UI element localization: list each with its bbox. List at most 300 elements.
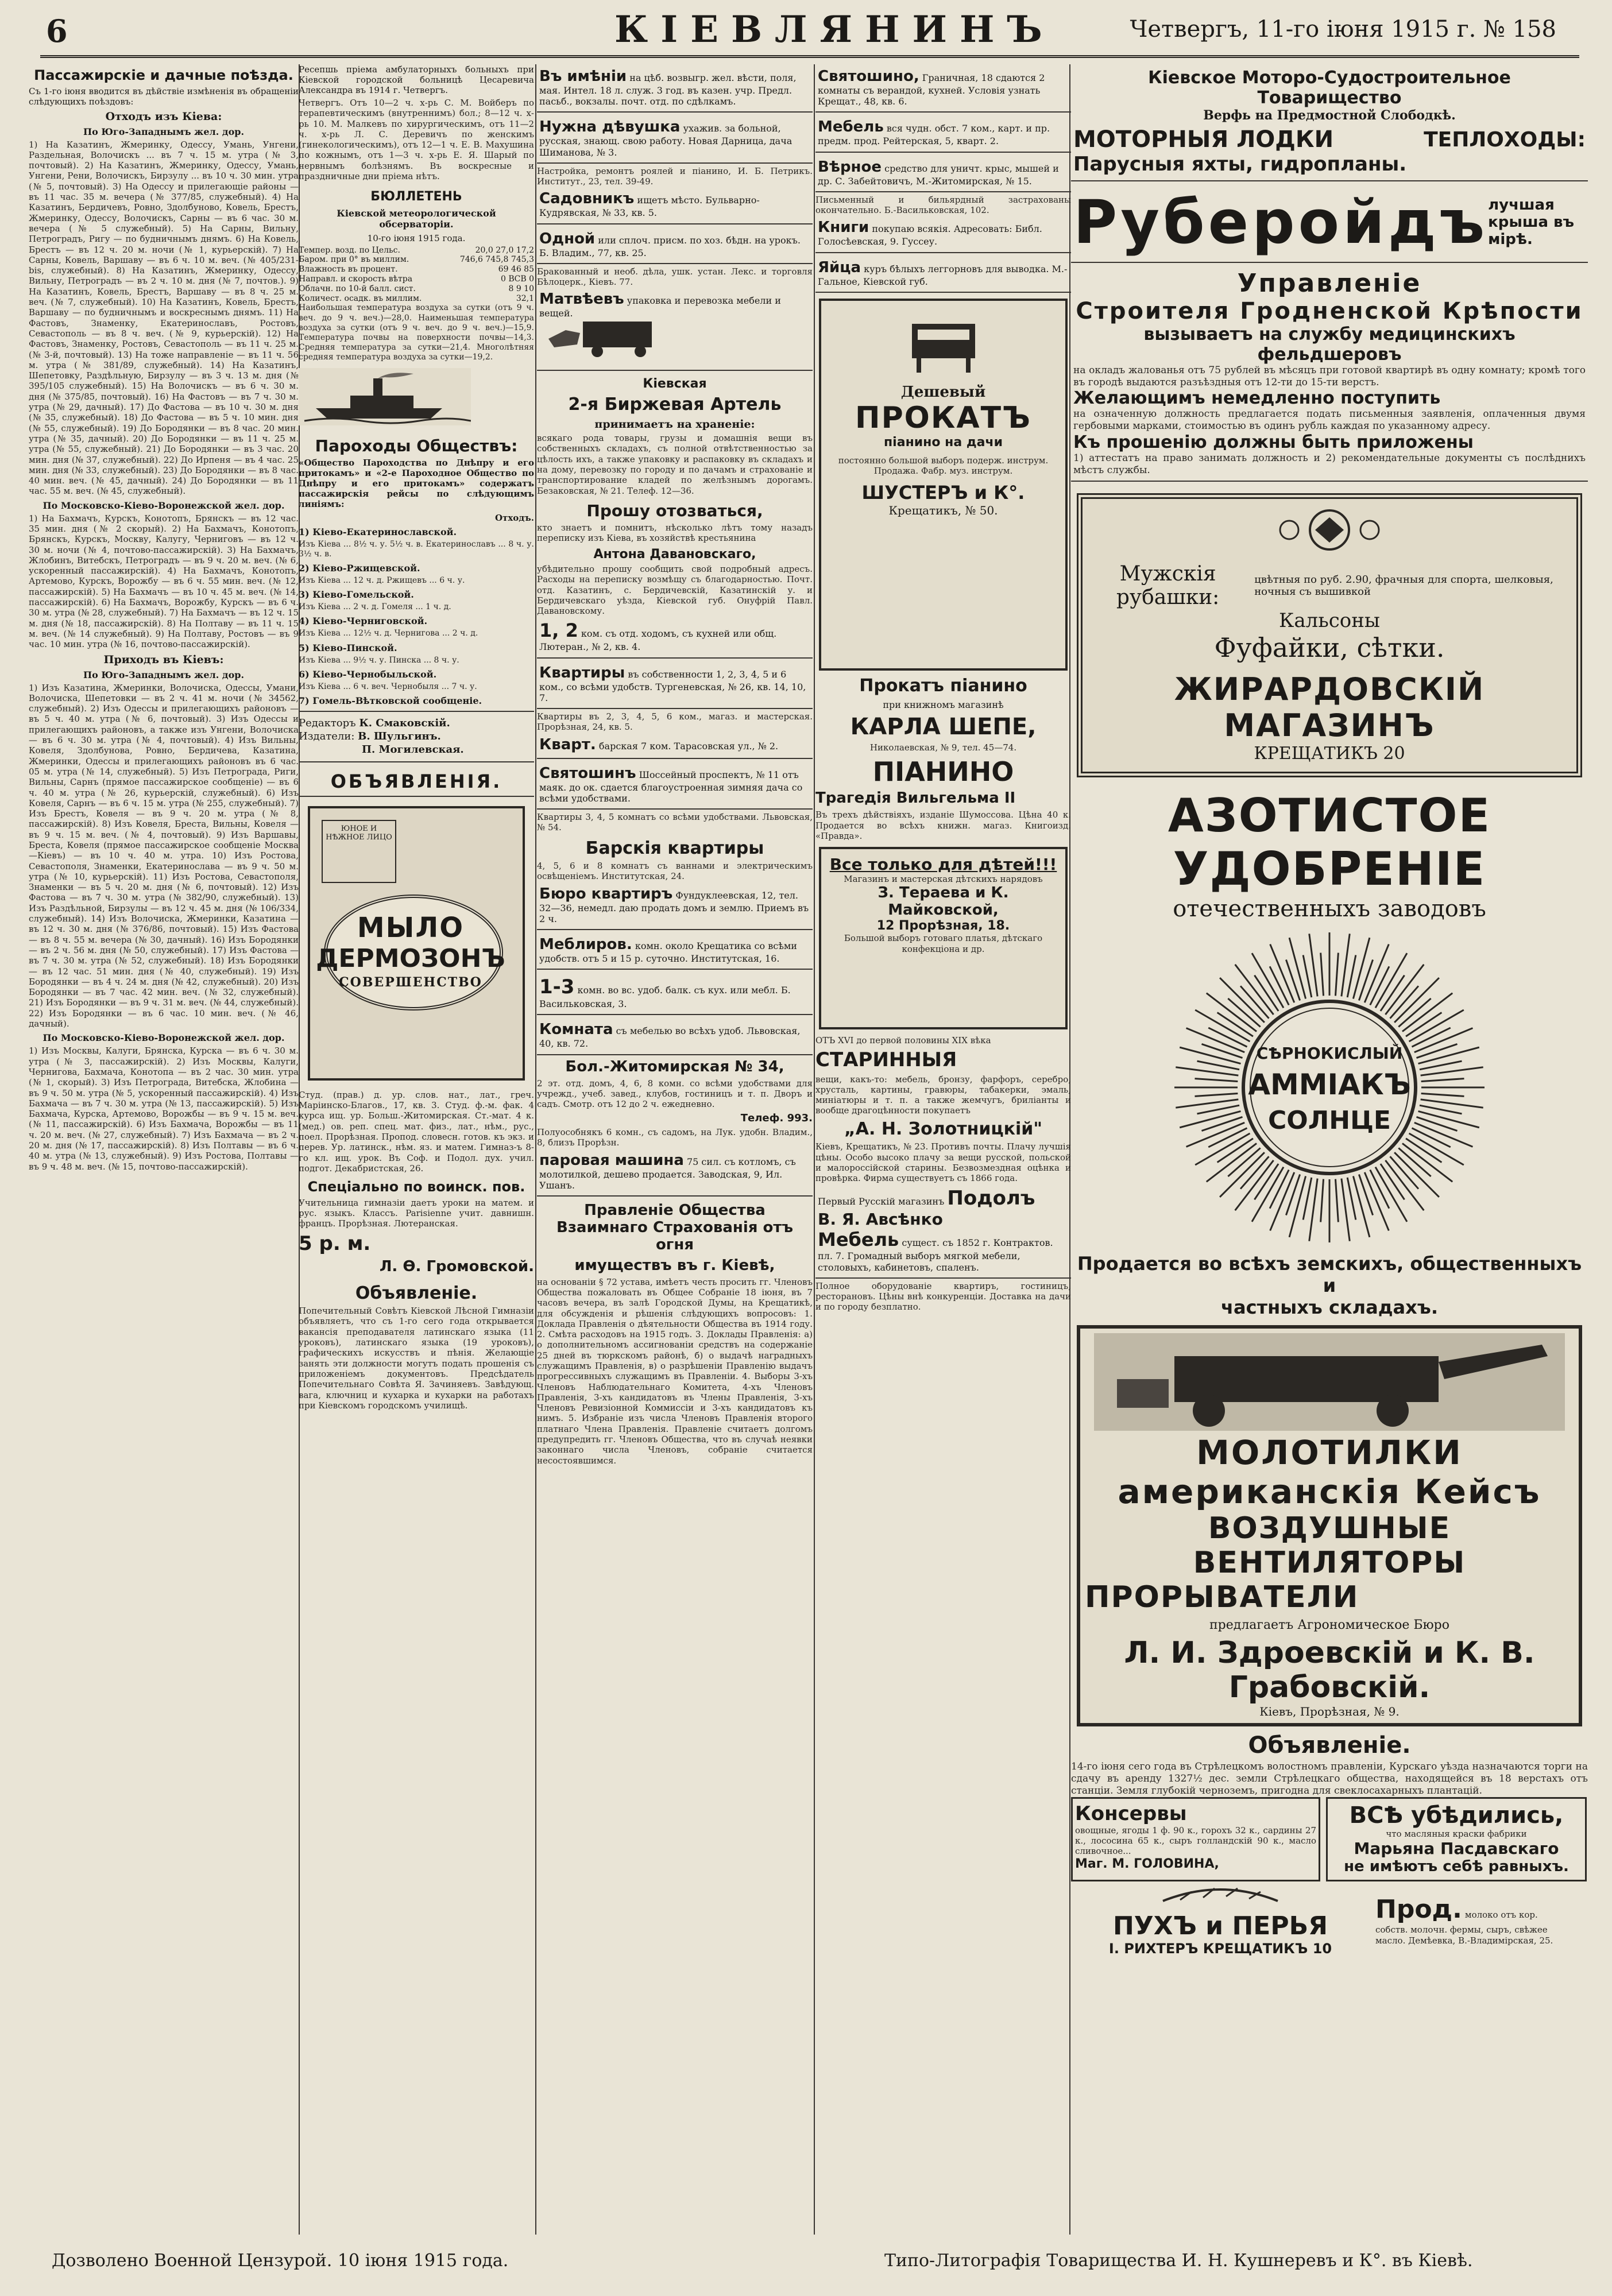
- ad-heading: 1-3: [539, 975, 575, 999]
- lesson-price: 5 р. м.: [299, 1232, 371, 1255]
- prod-heading: Прод.: [1375, 1894, 1462, 1924]
- fufaiki-label: Фуфайки, сѣтки.: [1214, 632, 1445, 664]
- column-rule: [535, 64, 536, 2235]
- zolotnik-name: „А. Н. Золотницкій": [844, 1118, 1042, 1139]
- ad-heading: Вѣрное: [818, 158, 882, 176]
- paslavsky-text: что масляныя краски фабрики: [1386, 1828, 1527, 1839]
- hospital-notice: Ресепшь пріема амбулаторныхъ больныхъ при Кіевской городской больницѣ Цесаревича Александра въ 1914 г. Четвергъ.: [299, 64, 534, 95]
- prod-text: молоко отъ кор. собств. молочн. фермы, сыръ, свѣжее масло. Демѣевка, В.-Владимірская, 25.: [1375, 1909, 1553, 1946]
- uprav-want: Желающимъ немедленно поступить: [1073, 388, 1441, 409]
- sun-ray: [1353, 938, 1369, 999]
- ad-heading: Книги: [818, 219, 869, 237]
- ad-heading: Нужна дѣвушка: [539, 118, 681, 136]
- ad-text: ком. съ отд. ходомъ, съ кухней или общ. Лютеран., № 2, кв. 4.: [539, 628, 777, 653]
- publisher-line: [299, 743, 534, 756]
- sun-bottom-text: СОЛНЦЕ: [1268, 1106, 1391, 1136]
- antique-text: вещи, какъ-то: мебель, бронзу, фарфоръ, серебро, хрусталь, картины, гравюры, табакерки, эмаль, миніатюры и т. п. а также жемчугъ, бриліанты и вообще драгоцѣнности покупаетъ: [815, 1074, 1071, 1116]
- shepe-heading: Прокатъ піанино: [859, 675, 1027, 696]
- page-number: 6: [46, 13, 68, 49]
- ad-heading: Квартиры: [539, 664, 625, 682]
- azot-sale-1: Продается во всѣхъ земскихъ, общественныхъ и: [1077, 1253, 1582, 1297]
- sun-ray: [1289, 938, 1305, 999]
- uprav-call: вызываетъ на службу медицинскихъ фельдшеровъ: [1143, 324, 1516, 365]
- column-rule: [814, 64, 815, 2235]
- ad-text: комн. во вс. удоб. балк. съ кух. или мебл. Б. Васильковская, 3.: [539, 985, 791, 1010]
- sun-top-text: СѢРНОКИСЛЫЙ: [1256, 1044, 1403, 1063]
- paslavsky-slogan: не имѣютъ себѣ равныхъ.: [1344, 1857, 1569, 1875]
- issue-date: Четвергъ, 11-го іюня 1915 г. № 158: [1130, 16, 1556, 42]
- column-display-ads: [1071, 64, 1588, 2246]
- steamer-route: 2) Кіево-Ржищевской.: [299, 563, 420, 574]
- sun-ray: [1289, 1176, 1305, 1237]
- sun-ray: [1335, 1179, 1338, 1222]
- prokat-firm: ШУСТЕРЪ и К°.: [861, 482, 1025, 504]
- weather-table: [299, 246, 534, 304]
- ad-heading: Матвѣевъ: [539, 291, 624, 308]
- column-bulletin: [299, 64, 534, 2246]
- shirts-label: Мужскія рубашки:: [1116, 562, 1220, 610]
- bol-zhit-tel: Телеф. 993.: [740, 1112, 813, 1125]
- steamer-route: 7) Гомель-Вѣтковской сообщеніе.: [299, 695, 482, 706]
- moto-yachts: Парусныя яхты, гидропланы.: [1073, 153, 1407, 176]
- ad-text: въ собственности 1, 2, 3, 4, 5 и 6 ком., со всѣми удобств. Тургеневская, № 26, кв. 14, 10, 7.: [539, 668, 806, 703]
- sun-ray: [1375, 1167, 1407, 1222]
- shepe-sub: при книжномъ магазинѣ: [883, 699, 1004, 711]
- ad-heading: Мебель: [818, 1229, 899, 1251]
- konservy-heading: Консервы: [1075, 1802, 1187, 1825]
- proshu-text: кто знаетъ и помнитъ, нѣсколько лѣтъ тому назадъ переписку изъ Кіева, въ хозяйствѣ крестьянина: [537, 522, 813, 544]
- ad-vernoe: [815, 155, 1071, 192]
- ad-heading: Комната: [539, 1021, 613, 1039]
- ad-text: Письменный и бильярдный застрахованы окончательно. Б.-Васильковская, 102.: [815, 194, 1071, 216]
- ad-heading: паровая машина: [539, 1151, 684, 1169]
- filler-text: Полное оборудованіе квартиръ, гостиницъ, ресторановъ. Цѣны внѣ конкуренціи. Доставка на дачи и по городу безплатно.: [815, 1280, 1071, 1312]
- pravlenie-text: на основаніи § 72 устава, имѣетъ честь просить гг. Членовъ Общества пожаловать въ Общее Собраніе 18 іюня, въ 7 часовъ вечера, въ залѣ Городской Думы, на Крещатикѣ, для обсужденія и рѣшенія слѣдующихъ вопросовъ: 1. Доклада Правленія о дѣятельности Общества въ 1914 году. 2. Смѣта расходовъ на 1915 годъ. 3. Доклады Правленія: а) о дополнительномъ ассигнованіи средствъ на содержаніе 25 дней въ тюркскомъ районѣ, б) о выдачѣ наградныхъ служащимъ Правленія, в) о разрѣшеніи Правленію выдачъ прогрессивныхъ служащимъ въ Правленіи. 4. Выборы 3-хъ Членовъ Наблюдательнаго Комитета, 4-хъ Членовъ Правленія, 3-хъ кандидатовъ въ Члены Правленія, 3-хъ Членовъ Ревизіонной Коммиссіи и 3-хъ кандидатовъ къ нимъ. 5. Избраніе изъ числа Членовъ Правленія второго платнаго Члена Правленія. Правленіе считаетъ долгомъ предупредить гг. Членовъ Общества, что въ случаѣ неявки законнаго числа Членовъ, собраніе считается несостоявшимся.: [537, 1276, 813, 1466]
- ad-sviatoshino: [815, 64, 1071, 113]
- sun-ray: [1385, 965, 1424, 1015]
- uprav-text: 1) аттестатъ на право занимать должность и 2) рекомендательные документы съ послѣднихъ мѣстъ службы.: [1073, 452, 1586, 476]
- schedule-text: 1) На Бахмачъ, Курскъ, Конотопъ, Брянскъ — въ 12 час. 35 мин. дня (№ 2 скорый). 2) На Бахмачъ, Конотопъ, Брянскъ, Курскъ, Москву, Калугу, Черниговъ — въ 12 ч. 30 м. ночи (№ 4, почтово-пассажирскій). 3) На Бахмачъ, Жлобинъ, Витебскъ, Петроградъ — въ 9 ч. 20 м. веч. (№ 6, ускоренный пассажирскій). 4) На Бахмачъ, Конотопъ, Артемово, Курскъ, Ворожбу — въ 6 ч. 55 мин. веч. (№ 12, пассажирскій). 5) На Бахмачъ — въ 10 ч. 45 м. веч. (№ 14, пассажирскій). 6) На Бахмачъ, Ворожбу, Курскъ — въ 6 ч. 30 м. утра (№ 28, служебный). 7) На Бахмачъ — въ 12 ч. 15 м. дня (№ 18, пассажирскій). 8) На Полтаву — въ 11 ч. 15 м. веч. (№ 14 служебный). 9) На Полтаву, Ростовъ — въ 9 час. 10 мин. утра (№ 16, почтово-пассажирскій).: [29, 513, 299, 650]
- bulletin-subheading: Кіевской метеорологической обсерваторіи.: [337, 207, 496, 230]
- ad-sviatoshin: [537, 761, 813, 810]
- sun-ray: [1417, 1117, 1458, 1131]
- steamer-route: 6) Кіево-Чернобыльской.: [299, 668, 437, 680]
- kolsony-label: Кальсоны: [1279, 609, 1380, 633]
- paslavsky-name: Марьяна Пасдавскаго: [1354, 1838, 1559, 1858]
- bottom-ads-row-2: [1071, 1884, 1588, 1957]
- ad-text: барская 7 ком. Тарасовская ул., № 2.: [598, 740, 779, 752]
- sun-ray: [1207, 993, 1257, 1032]
- ad-matveev: [537, 287, 813, 371]
- ad-text: Первый Русскій магазинъ: [818, 1196, 948, 1207]
- prokat-sub: піанино на дачи: [883, 435, 1003, 450]
- ad-heading: В. Я. Авсѣнко: [818, 1210, 943, 1229]
- konservy-ad: [1071, 1797, 1320, 1881]
- uprav-sub: Строителя Гродненской Крѣпости: [1076, 298, 1583, 324]
- zhirardov-addr: КРЕЩАТИКЪ 20: [1254, 744, 1405, 764]
- sun-ray: [1235, 965, 1274, 1015]
- ad-komnata: [537, 1017, 813, 1055]
- sun-ray: [1359, 1175, 1373, 1215]
- sun-ray: [1421, 1099, 1483, 1108]
- proshu-heading: Прошу отозваться,: [586, 501, 763, 520]
- ad-text: или сплоч. приcм. по хоз. бѣдн. на урокъ. Б. Владим., 77, кв. 25.: [539, 234, 801, 258]
- ad-text: покупаю всякія. Адресовать: Библ. Голосѣевская, 9. Гуссеу.: [818, 223, 1042, 247]
- ad-mebliruy: [537, 932, 813, 970]
- arrivals-heading: Приходъ въ Кіевъ:: [103, 653, 224, 666]
- departures-heading: Отходъ изъ Кіева:: [105, 110, 222, 123]
- line-heading: По Юго-Западнымъ жел. дор.: [83, 126, 245, 137]
- soap-word-2: ДЕРМОЗОНЪ: [316, 943, 505, 973]
- sun-ray: [1195, 1079, 1238, 1082]
- ad-text: Настройка, ремонтъ роялей и піанино, И. Б. Петрикъ. Институт., 23, тел. 39-49.: [537, 165, 813, 187]
- uprav-text: на означенную должность предлагается подать письменныя заявленія, оплаченныя двумя гербовыми марками, стоимостью въ одинъ рубль каждая по указанному адресу.: [1073, 408, 1586, 432]
- proryv-heading: ПРОРЫВАТЕЛИ: [1085, 1580, 1359, 1615]
- classifieds-text: Учительница гимназіи даетъ уроки на матем. и рус. языкъ. Классъ. Parisienne учит. давнишн. францъ. Прорѣзная. Лютеранская.: [299, 1197, 534, 1229]
- paslavsky-ad: [1326, 1797, 1587, 1881]
- antique-heading: СТАРИННЫЯ: [815, 1048, 957, 1072]
- sun-ray: [1394, 1153, 1439, 1198]
- moving-van-icon: [543, 316, 669, 359]
- announcements-heading: ОБЪЯВЛЕНІЯ.: [299, 767, 534, 797]
- threshing-machine-icon: [1094, 1333, 1565, 1431]
- bulletin-heading: БЮЛЛЕТЕНЬ: [370, 189, 462, 204]
- route-times: Изъ Кіева ... 12½ ч. д. Чернигова ... 2 ч. д.: [299, 629, 478, 638]
- route-times: Изъ Кіева ... 6 ч. веч. Чернобыля ... 7 ч. у.: [299, 682, 477, 691]
- steamer-icon: [299, 368, 471, 425]
- weather-row: Количест. осадк. въ миллим. 32,1: [299, 293, 534, 303]
- ad-heading: Подолъ: [947, 1187, 1035, 1210]
- antique-intro: ОТЪ XVI до первой половины XIX вѣка: [815, 1035, 991, 1046]
- prokat-top: Дешевый: [900, 383, 986, 401]
- classifieds-text: Студ. (прав.) д. ур. слов. нат., лат., греч. Маріинско-Благов., 17, кв. 3. Студ. ф.-м. фак. 4 курса ищ. ур. Больш.-Житомирская. Ст.-мат. 4 к. (мед.) ов. реп. спец. мат. физ., лат., нѣм., рус., поел. Прорѣзная. Пропод. словесн. готов. къ экз. и перев. Ур. латинск., нѣм. яз. и матем. Гимназ-ъ 8-го кл. ищ. урок. Въ Соф. и Подол. дух. учил. подгот. Декабристская, 26.: [299, 1089, 534, 1174]
- sun-icon: [1169, 927, 1490, 1248]
- sun-ray: [1342, 1179, 1350, 1241]
- steamer-route: 4) Кіево-Черниговской.: [299, 615, 428, 627]
- weather-notes: Наибольшая температура воздуха за сутки (отъ 9 ч. веч. до 9 ч. веч.)—28,0. Наименьшая температура воздуха за сутки (отъ 9 ч. веч. до 9 ч. веч.)—15,9. Температура почвы на поверхности почвы—14,3. Средняя температура за сутки—21,4. Многолѣтняя средняя температура воздуха за сутки—19,2.: [299, 303, 534, 362]
- printer-line: Типо-Литографія Товарищества И. Н. Кушнеревъ и К°. въ Кіевѣ.: [884, 2251, 1473, 2271]
- col5-ob-heading: Объявленіе.: [1248, 1732, 1411, 1759]
- zhirardov-ad: [1077, 493, 1582, 777]
- ad-odnoi: [537, 227, 813, 264]
- sun-ray: [1195, 1094, 1238, 1097]
- sun-ray: [1421, 1079, 1464, 1082]
- prokat-big: ПРОКАТЪ: [855, 400, 1031, 435]
- editor-name: К. Смаковскій.: [359, 717, 450, 729]
- golovin-name: Маг. М. ГОЛОВИНА,: [1075, 1856, 1219, 1871]
- ad-heading: Святошино,: [818, 68, 919, 85]
- sun-ray: [1201, 1044, 1242, 1058]
- artel-city: Кіевская: [643, 377, 707, 392]
- sun-ray: [1207, 1144, 1257, 1182]
- sun-ray: [1409, 1133, 1464, 1165]
- ad-text: сущест. съ 1852 г. Контрактов. пл. 7. Громадный выборъ мягкой мебели, столовыхъ, кабинетовъ, спаленъ.: [818, 1237, 1053, 1273]
- shirts-row: [1091, 562, 1568, 609]
- shepe-name: КАРЛА ШЕПЕ,: [850, 714, 1037, 741]
- sun-ray: [1195, 1133, 1250, 1165]
- ad-yaytsa: [815, 255, 1071, 293]
- uprav-heading: Управленіе: [1237, 269, 1422, 298]
- col2-ob-heading: Объявленіе.: [355, 1283, 478, 1303]
- ad-text: съ мебелью во всѣхъ удоб. Львовская, 40, кв. 72.: [539, 1025, 801, 1050]
- ad-text: Квартиры 3, 4, 5 комнатъ со всѣми удобствами. Львовская, № 54.: [537, 811, 813, 833]
- sun-ray: [1321, 1179, 1324, 1222]
- ad-text: куръ бѣлыхъ леггорновъ для выводка. М.-Гальное, Кіевской губ.: [818, 263, 1068, 287]
- ruberoid-side: лучшая крыша въ мірѣ.: [1488, 196, 1575, 248]
- prokat-addr: Крещатикъ, № 50.: [888, 504, 998, 518]
- tragedy-text: Въ трехъ дѣйствіяхъ, изданіе Шумоссова. Цѣна 40 к. Продается во всѣхъ книжн. магаз. Книгоизд. «Правда».: [815, 810, 1071, 841]
- pravlenie-heading-2: имуществъ въ г. Кіевѣ,: [574, 1256, 775, 1274]
- steamers-otkhod: Отходъ.: [494, 513, 534, 524]
- ruberoid-ad: [1071, 184, 1588, 263]
- moto-ad: [1071, 64, 1588, 181]
- moto-teplokh: ТЕПЛОХОДЫ:: [1424, 127, 1586, 152]
- route-times: Изъ Кіева ... 12 ч. д. Ржищевъ ... 6 ч. у.: [299, 576, 465, 586]
- zolotnik-text: Кіевъ, Крещатикъ, № 23. Противъ почты. Плачу лучшія цѣны. Особо высоко плачу за вещи русской, польской и малороссійской старины. Безвозмездная оцѣнка и провѣрка. Фирма существуетъ съ 1866 года.: [815, 1141, 1071, 1184]
- prokat-text: постоянно большой выборъ подерж. инструм. Продажа. Фабр. муз. инструм.: [838, 455, 1049, 477]
- zhirardov-heading: ЖИРАРДОВСКІЙ МАГАЗИНЪ: [1174, 671, 1485, 744]
- soap-label: ЮНОЕ И НѢЖНОЕ ЛИЦО: [322, 820, 396, 883]
- ad-heading: Бюро квартиръ: [539, 885, 673, 903]
- agro-text: предлагаетъ Агрономическое Бюро: [1209, 1618, 1449, 1633]
- steamer-route: 1) Кіево-Екатеринославской.: [299, 526, 457, 538]
- ruberoid-heading: Руберойдъ: [1073, 187, 1489, 257]
- schedule-text: 1) На Казатинъ, Жмеринку, Одессу, Умань, Унгени, Раздельная, Волочискъ ... въ 7 ч. 15 м. утра (№ 3, почтовый). 2) На Казатинъ, Жмеринку, Одессу, Умань, Унгени, Рени, Волочискъ, Бирзулу ... въ 10 ч. 30 мин. утра (№ 5, почтовый). 3) На Одессу и прилегающіе районы — въ 11 час. 35 м. вечера (№ 377/85, служебный). 4) На Казатинъ, Бердичевъ, Ровно, Здолбуново, Ковель, Брестъ, Жмеринку, Одессу, Волочискъ, Сарны — въ 6 час. 30 м. вечера (№ 5 служебный). 5) На Сарны, Вильну, Петроградъ, Ригу — по будничнымъ днямъ. 6) На Ковель, Брестъ — въ 12 ч. 20 м. ночи (№ 1, курьерскій). 7) На Сарны, Ковель, Варшаву — въ 6 ч. 10 м. веч. (№ 405/231-bis, служебный). 8) На Казатинъ, Жмеринку, Одессу, Вильну, Петроградъ — въ 2 ч. 10 м. дня (№ 7, почтов.). 9) На Казатинъ, Ковель, Брестъ, Варшаву — въ 8 ч. 25 м. веч. (№ 7, служебный). 10) На Казатинъ, Ковель, Брестъ, Варшаву — по будничнымъ и воскреснымъ днямъ. 11) На Фастовъ, Знаменку, Екатеринославъ, Ростовъ, Севастополь — въ 8 ч. веч. (№ 9, курьерскій). 12) На Фастовъ, Знаменку, Ростовъ, Севастополь — въ 11 ч. 25 м. (№ 3-й, почтовый). 13) На тоже направленіе — въ 11 ч. 56 м. утра (№ 381/89, служебный). 14) На Казатинъ, Шепетовку, Раздѣльную, Бирзулу — въ 3 ч. 13 м. дня (№ 395/105 служебный). 15) На Волочискъ — въ 6 ч. 30 м. дня (№ 375/85, почтовый). 16) На Фастовъ — въ 7 ч. 30 м. утра (№ 29, дачный). 17) До Фастова — въ 10 ч. 30 м. дня (№ 35, служебный). 18) До Фастова — въ 5 ч. 10 мин. дня (№ 55, служебный). 19) До Бородянки — въ 8 час. 20 мин. утра (№ 35, дачный). 20) До Бородянки — въ 11 ч. 25 м. утра (№ 55, служебный). 21) До Бородянки — въ 3 час. 20 мин. дня (№ 37, служебный). 22) До Ирпеня — въ 4 час. 25 мин. дня (№ 33, служебный). 23) До Бородянки — въ 8 час. 40 мин. веч. (№ 45, дачный). 24) До Бородянки — въ 11 час. 55 м. веч. (№ 45, служебный).: [29, 139, 299, 497]
- bulletin-date: 10-го іюня 1915 года.: [367, 233, 466, 243]
- publisher-name: В. Шульгинъ.: [358, 730, 441, 743]
- sun-ray: [1385, 1160, 1424, 1210]
- ad-kvartiry: [537, 661, 813, 709]
- sun-ray: [1421, 1094, 1464, 1097]
- ad-kvart: [537, 733, 813, 759]
- publisher-line: [299, 730, 534, 743]
- proshu-text: убѣдительно прошу сообщить свой подробный адресъ. Расходы на переписку возмѣщу съ благодарностью. Почт. отд. Казатинъ, с. Бердичевскій, Казатинскій у. и Бердичевскаго уѣзда, Кіевской губ. Онуфрій Павл. Давановскому.: [537, 563, 813, 617]
- ad-text: ищетъ мѣсто. Бульварно-Кудрявская, № 33, кв. 5.: [539, 195, 760, 219]
- lesson-teacher: Л. Ѳ. Громовской.: [379, 1257, 534, 1275]
- specially-heading: Спеціально по воинск. пов.: [307, 1179, 525, 1195]
- ad-sadovnik: [537, 187, 813, 224]
- bottom-ads-row: [1071, 1797, 1588, 1884]
- weather-row: Влажность въ процент. 69 46 85: [299, 265, 534, 274]
- pravlenie-heading-1: Правленіе Общества Взаимнаго Страхованія отъ огня: [556, 1202, 793, 1253]
- ad-mebel: [815, 115, 1071, 152]
- column-train-schedule: [29, 64, 299, 2246]
- vent-heading: ВОЗДУШНЫЕ ВЕНТИЛЯТОРЫ: [1193, 1511, 1466, 1581]
- eagle-crest-icon: [1266, 507, 1393, 553]
- konservy-text: овощные, ягоды 1 ф. 90 к., горохъ 32 к., сардины 27 к., лососина 65 к., сыръ голландскій 90 к., масло сливочное...: [1075, 1825, 1316, 1857]
- ad-knigi: [815, 215, 1071, 253]
- torgi-text: 14-го іюня сего года въ Стрѣлецкомъ волостномъ правленіи, Курскаго уѣзда назначаются торги на сдачу въ аренду 1327½ дес. земли Стрѣлецкаго общества, находящейся въ 18 верстахъ отъ станціи. Земля глубокій черноземъ, пригодна для свеклосахарныхъ плантацій.: [1071, 1761, 1588, 1796]
- children-name: З. Тераева и К. Майковской,: [877, 884, 1009, 919]
- steamer-route: 3) Кіево-Гомельской.: [299, 589, 414, 601]
- azot-heading: АЗОТИСТОЕ УДОБРЕНІЕ: [1168, 789, 1491, 896]
- ad-heading: 1, 2: [539, 620, 578, 642]
- soap-word-1: МЫЛО: [357, 911, 465, 944]
- bol-zhit-heading: Бол.-Житомирская № 34,: [565, 1058, 784, 1075]
- azot-sub: отечественныхъ заводовъ: [1173, 896, 1486, 923]
- moto-row: [1073, 126, 1586, 153]
- steamer-route-list: [299, 526, 534, 706]
- sun-emblem: [1169, 927, 1490, 1248]
- zdr-addr: Кіевъ, Прорѣзная, № 9.: [1259, 1705, 1400, 1719]
- ad-rooms: [537, 616, 813, 658]
- sun-ray: [1394, 978, 1439, 1023]
- shepe-addr: Николаевская, № 9, тел. 45—74.: [869, 742, 1017, 753]
- ad-text: упаковка и перевозка мебели и вещей.: [539, 295, 781, 319]
- ad-text: Квартиры въ 2, 3, 4, 5, 6 ком., магаз. и мастерская. Прорѣзная, 24, кв. 5.: [537, 711, 813, 733]
- masthead-rule: [40, 55, 1579, 58]
- weather-row: Баром. при 0° въ миллим. 746,6 745,8 745,3: [299, 255, 534, 265]
- weather-row: Темпер. возд. по Цельс. 20,0 27,0 17,2: [299, 245, 534, 255]
- ad-parovaya: [537, 1148, 813, 1197]
- ad-text: ухажив. за больной, русская, знающ. свою работу. Новая Дарница, дача Шиманова, № 3.: [539, 123, 793, 158]
- editor-line: [299, 717, 534, 730]
- sun-ray: [1176, 1099, 1238, 1108]
- bol-zhit-text: 2 эт. отд. домъ, 4, 6, 8 комн. со всѣми удобствами для учрежд., учеб. завед., клубов, гостиницъ и т. п. Дворъ и садъ. Смотр. отъ 12 до 2 ч. ежедневно.: [537, 1078, 813, 1110]
- children-text: Магазинъ и мастерская дѣтскихъ нарядовъ: [844, 874, 1043, 885]
- dermozon-soap-ad: [308, 806, 525, 1081]
- azot-sale-2: частныхъ складахъ.: [1221, 1296, 1438, 1319]
- proshu-name: Антона Давановскаго,: [593, 547, 756, 562]
- sun-ray: [1353, 1176, 1369, 1237]
- publishers-label: Издатели:: [299, 730, 355, 743]
- moto-boats: МОТОРНЫЯ ЛОДКИ: [1073, 126, 1334, 153]
- moto-sub: Верфь на Предмостной Слободкѣ.: [1203, 108, 1456, 123]
- sun-ray: [1375, 954, 1407, 1008]
- column-classifieds-2: [815, 64, 1071, 2246]
- line-heading: По Московско-Кіево-Воронежской жел. дор.: [42, 500, 285, 511]
- artel-subheading: принимаетъ на храненіе:: [594, 418, 755, 431]
- weather-row: Облачн. по 10-й балл. сист. 8 9 10: [299, 284, 534, 293]
- sun-ray: [1252, 1167, 1284, 1222]
- pianino-heading: ПІАНИНО: [872, 756, 1014, 787]
- sun-ray: [1402, 1144, 1452, 1182]
- tragedy-heading: Трагедія Вильгельма II: [815, 789, 1016, 807]
- masthead: [40, 8, 1579, 60]
- ad-text: вся чудн. обст. 7 ком., карт. и пр. предм. прод. Рейтерская, 5, кварт. 2.: [818, 123, 1050, 147]
- sun-ray: [1309, 1179, 1317, 1241]
- publisher-name: П. Могилевская.: [362, 744, 464, 756]
- ad-heading: Яйца: [818, 258, 861, 276]
- ad-text: Полуособнякъ 6 комн., съ садомъ, на Лук. удобн. Владим., 8, близъ Прорѣзн.: [537, 1127, 813, 1148]
- ad-heading: Кварт.: [539, 735, 596, 753]
- sun-ray: [1201, 1117, 1242, 1131]
- zdr-heading: Л. И. Здроевскій и К. В. Грабовскій.: [1124, 1636, 1535, 1705]
- uprav-ad: [1071, 265, 1588, 482]
- sun-ray: [1220, 978, 1265, 1023]
- sun-ray: [1252, 954, 1284, 1008]
- sun-ray: [1359, 960, 1373, 1001]
- sun-ray: [1286, 1175, 1300, 1215]
- train-schedule-heading: Пассажирскіе и дачные поѣзда.: [34, 67, 293, 83]
- sun-ray: [1180, 1112, 1240, 1128]
- column-classifieds-1: [537, 64, 813, 2246]
- prod-ad: [1375, 1895, 1571, 1946]
- route-times: Изъ Кіева ... 9½ ч. у. Пинска ... 8 ч. у.: [299, 655, 459, 665]
- soap-word-3: СОВЕРШЕНСТВО: [339, 974, 482, 990]
- sun-ray: [1421, 1067, 1483, 1075]
- shirts-text: цвѣтныя по руб. 2.90, фрачныя для спорта, шелковыя, ночныя съ вышивкой: [1254, 574, 1553, 598]
- artel-text: всякаго рода товары, грузы и домашнія вещи въ собственныхъ складахъ, съ полной отвѣтственностью за цѣлость ихъ, а также упаковку и распаковку въ складахъ и на дому, перевозку по городу и по дачамъ и страхованіе и транспортирование кладей по желѣзнымъ дорогамъ. Безаковская, № 21. Телеф. 12—36.: [537, 433, 813, 496]
- sun-ray: [1335, 953, 1338, 996]
- hospital-notice-text: Четвергъ. Отъ 10—2 ч. х-рь С. М. Войберъ по терапевтическимъ (внутреннимъ) бол.; 8—12 ч. х-рь 10. М. Малкевъ по хирургическимъ, отъ 11—2 ч. х-рь Л. С. Деревичъ по женскимъ (гинекологическимъ), отъ 12—1 ч. Е. В. Махушина по кожнымъ, отъ 1—3 ч. х-рь Е. Я. Шарый по нервнымъ болѣзнямъ. Въ воскресные и праздничные дни пріема нѣтъ.: [299, 98, 534, 182]
- uprav-note: Къ прошенію должны быть приложены: [1073, 432, 1474, 452]
- train-schedule-intro: Съ 1-го іюня вводится въ дѣйствіе измѣненія въ обращеніи слѣдующихъ поѣздовъ:: [29, 86, 299, 107]
- pukh-ad: [1071, 1884, 1370, 1957]
- newspaper-title: КІЕВЛЯНИНЪ: [614, 8, 1055, 51]
- ad-text: 75 сил. съ котломъ, съ молотилкой, дешево продается. Заводская, 9, Ил. Ушанъ.: [539, 1156, 796, 1191]
- ad-text: средство для уничт. крыс, мышей и др. С. Забейтовичъ, М.-Житомирская, № 15.: [818, 162, 1059, 187]
- pukh-firm: І. РИХТЕРЪ КРЕЩАТИКЪ 10: [1108, 1940, 1332, 1957]
- barskie-text: 4, 5, 6 и 8 комнатъ съ ваннами и электрическимъ освѣщеніемъ. Институтская, 24.: [537, 861, 813, 882]
- ad-heading: Садовникъ: [539, 190, 635, 208]
- route-times: Изъ Кіева ... 8½ ч. у. 5½ ч. в. Екатеринославъ ... 8 ч. у. 3½ ч. в.: [299, 540, 534, 559]
- sun-ray: [1417, 1044, 1458, 1058]
- ad-bureau: [537, 882, 813, 930]
- ad-podol: [815, 1183, 1071, 1278]
- ad-text: Шоссейный проспектъ, № 11 отъ маяк. до ок. сдается благоустроенная зимняя дача со всѣми удобствами.: [539, 769, 803, 804]
- schedule-text: 1) Изъ Москвы, Калуги, Брянска, Курска — въ 6 ч. 30 м. утра (№ 3, пассажирскій). 2) Изъ Москвы, Калуги, Чернигова, Бахмача, Конотопа — въ 2 час. 30 мин. утра (№ 1, скорый). 3) Изъ Петрограда, Витебска, Жлобина — въ 9 ч. 50 м. утра (№ 5, ускоренный пассажирскій). 4) Изъ Бахмача — въ 7 ч. 30 м. утра (№ 13, пассажирскій). 5) Изъ Бахмача, Курска, Артемово, Ворожбы — въ 9 ч. 15 м. веч. (№ 11, пассажирскій). 6) Изъ Бахмача, Ворожбы — въ 11 ч. 20 м. веч. (№ 27, служебный). 7) Изъ Бахмача — въ 2 ч. 20 м. дня (№ 17, пассажирскій). 8) Изъ Полтавы — въ 6 ч. 40 м. утра (№ 13, служебный). 9) Изъ Ростова, Полтавы — въ 9 ч. 48 м. веч. (№ 15, почтово-пассажирскій).: [29, 1046, 299, 1172]
- editors-block: [299, 711, 534, 762]
- line-heading: По Московско-Кіево-Воронежской жел. дор.: [42, 1032, 285, 1044]
- ad-text: на цѣб. возвыгр. жел. вѣсти, поля, мая. Интел. 18 л. служ. 3 год. въ казен. учр. Предл. пасьб., вокзалы. почт. отд. по сдѣлкамъ.: [539, 72, 797, 107]
- ad-text: Бракованный и необ. дѣла, ушк. устан. Лекс. и торговля Бѣлоцерк., Кіевъ. 77.: [537, 266, 813, 288]
- children-addr: 12 Прорѣзная, 18.: [876, 919, 1010, 934]
- sun-ray: [1180, 1048, 1240, 1064]
- ad-heading: Святошинъ: [539, 764, 636, 782]
- ad-heading: Мебель: [818, 118, 884, 136]
- sun-ray: [1418, 1048, 1479, 1064]
- machinery-ad: [1077, 1325, 1582, 1726]
- line-heading: По Юго-Западнымъ жел. дор.: [83, 669, 245, 680]
- sun-ray: [1402, 993, 1452, 1032]
- schedule-text: 1) Изъ Казатина, Жмеринки, Волочиска, Одессы, Умани, Волочиска, Шепетовки — въ 2 ч. 41 м. ночи (№ 34562, служебный). 2) Изъ Одессы и прилегающихъ районовъ — въ 5 ч. 40 м. утра (№ 6, почтовый). 3) Изъ Одессы и прилегающихъ районовъ, а также изъ Унгени, Волочиска — въ 6 ч. 30 м. утра (№ 4, почтовый). 4) Изъ Вильны, Ковеля, Здолбунова, Ровно, Бердичева, Казатина, Жмеринки, Одессы и прилегающихъ районовъ въ 6 час. 05 м. утра (№ 14, служебный). 5) Изъ Петрограда, Риги, Вильны, Сарнъ (прямое пассажирское сообщеніе) — въ 6 ч. 40 м. утра (№ 26, курьерскій, служебный). 6) Изъ Ковеля, Сарнъ — въ 6 ч. 15 м. утра (№ 255, служебный). 7) Изъ Брестъ, Ковеля — въ 9 ч. 20 м. утра (№ 8, пассажирскій). 8) Изъ Ковеля, Бреста, Вильны, Ковеля — въ 9 ч. 15 м. веч. (№ 4, почтовый). 9) Изъ Варшавы, Бреста, Ковеля (прямое пассажирское сообщеніе Москва—Кіевъ) — въ 10 ч. 40 м. утра. 10) Изъ Ростова, Севастополя, Знаменки, Екатеринослава — въ 9 ч. 50 м. утра (№ 10, курьерскій). 11) Изъ Ростова, Севастополя, Знаменки — въ 5 ч. 20 м. дня (№ 6, почтовый). 12) Изъ Фастова — въ 7 ч. 30 м. утра (№ 382/90, служебный). 13) Изъ Раздѣльной, Бирзулы — въ 12 ч. 45 м. дня (№ 106/334, служебный). 14) Изъ Волочиска, Жмеринки, Казатина — въ 12 ч. 30 м. дня (№ 376/86, почтовый). 15) Изъ Фастова — въ 8 ч. 55 м. вечера (№ 30, дачный). 16) Изъ Бородянки — въ 2 ч. 56 м. дня (№ 50, служебный). 17) Изъ Фастова — въ 7 ч. 30 м. утра (№ 52, служебный). 18) Изъ Бородянки — въ 12 час. 51 мин. дня (№ 40, служебный). 19) Изъ Бородянки — въ 4 ч. 24 м. дня (№ 42, служебный). 20) Изъ Бородянки — въ 7 час. 42 мин. веч. (№ 32, служебный). 21) Изъ Бородянки — въ 9 ч. 31 м. веч. (№ 44, служебный). 22) Изъ Бородянки — въ 6 час. 10 мин. веч. (№ 46, дачный).: [29, 682, 299, 1029]
- steamer-route: 5) Кіево-Пинской.: [299, 642, 397, 653]
- weather-row: Направл. и скорость вѣтра 0 ВСВ 0: [299, 274, 534, 284]
- steamers-subheading: «Общество Пароходства по Днѣпру и его притокамъ» и «2-е Пароходное Общество по Днѣпру и его притокамъ» содержатъ пассажирскія рейсы по слѣдующимъ линіямъ:: [299, 458, 534, 510]
- sun-ray: [1321, 953, 1324, 996]
- schuster-prokat-ad: [819, 299, 1068, 671]
- molot-heading: МОЛОТИЛКИ американскія Кейсъ: [1118, 1433, 1541, 1512]
- ad-text: Фундуклеевская, 12, тел. 32—36, немедл. даю продать домъ и землю. Приемъ въ 2 ч.: [539, 889, 809, 924]
- barskie-heading: Барскія квартиры: [585, 838, 764, 858]
- ad-izmenii: [537, 64, 813, 113]
- ad-heading: Одной: [539, 230, 596, 247]
- sun-mid-text: АММІАКЪ: [1248, 1068, 1411, 1102]
- feather-icon: [1157, 1884, 1284, 1909]
- children-goods-ad: [819, 847, 1068, 1029]
- ad-1-3: [537, 972, 813, 1015]
- uprav-text: на окладъ жалованья отъ 75 рублей въ мѣсяцъ при готовой квартирѣ въ одну комнату; кромѣ того въ городѣ выдаются разъѣздныя отъ 12-ти до 15-ти верстъ.: [1073, 365, 1586, 388]
- children-heading: Все только для дѣтей!!!: [829, 855, 1057, 874]
- vse-ub-heading: ВСѢ убѣдились,: [1349, 1802, 1564, 1829]
- artel-heading: 2-я Биржевая Артель: [568, 394, 782, 415]
- ad-heading: Въ имѣніи: [539, 68, 627, 85]
- sun-ray: [1195, 1010, 1250, 1041]
- steamers-heading: Пароходы Обществъ:: [315, 436, 518, 455]
- sun-ray: [1342, 934, 1350, 997]
- children-text: Большой выборъ готоваго платья, дѣтскаго конфекціона и др.: [844, 933, 1043, 954]
- sun-ray: [1220, 1153, 1265, 1198]
- ad-text: комн. около Крещатика со всѣми удобств. отъ 5 и 15 р. суточно. Институтская, 16.: [539, 940, 797, 965]
- gymnasium-notice: Попечительный Совѣтъ Кіевской Лѣсной Гимназіи объявляетъ, что съ 1-го сего года открывается вакансія преподавателя латинскаго языка (11 уроковъ), латинскаго языка (19 уроковъ), графическихъ искусствъ и пѣнія. Желающіе занять эти должности могутъ подать прошенія съ приложеніемъ документовъ. Предсѣдатель Попечительнаго Совѣта Я. Зачиняевъ. Завѣдующ. вага, ключниц и кухарка и кухарки на работахъ при Кіевскомъ городскомъ училищѣ.: [299, 1306, 534, 1411]
- sun-ray: [1176, 1067, 1238, 1075]
- editor-label: Редакторъ: [299, 717, 356, 729]
- route-times: Изъ Кіева ... 2 ч. д. Гомеля ... 1 ч. д.: [299, 602, 451, 612]
- ad-text: Граничная, 18 сдаются 2 комнаты съ верандой, кухней. Условія узнать Крещат., 48, кв. 6.: [818, 72, 1045, 107]
- censor-line: Дозволено Военной Цензурой. 10 іюня 1915 года.: [52, 2251, 509, 2271]
- sun-ray: [1235, 1160, 1274, 1210]
